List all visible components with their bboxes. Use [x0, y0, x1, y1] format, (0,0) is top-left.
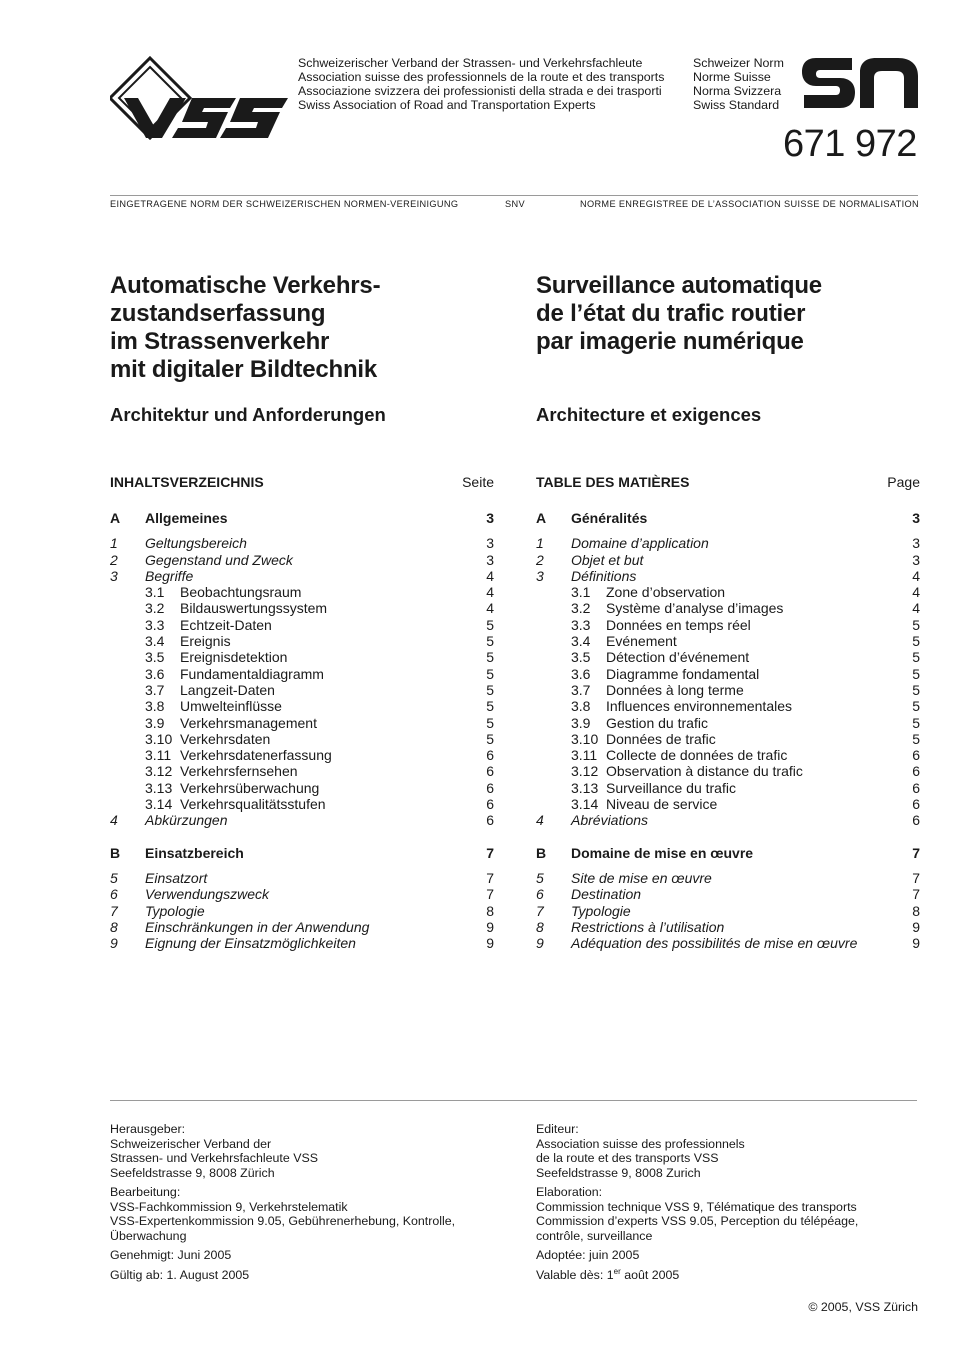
- toc-item-title: Abkürzungen: [145, 812, 228, 829]
- toc-subitem-row: [536, 600, 920, 616]
- toc-item-number: 6: [536, 886, 544, 903]
- toc-item-number: 7: [110, 902, 118, 919]
- toc-item-number: 7: [536, 902, 544, 919]
- toc-section-number: B: [110, 844, 121, 861]
- toc-subitem-row: [110, 763, 494, 779]
- toc-subitem-page: 6: [486, 747, 494, 764]
- toc-section-number: B: [536, 844, 547, 861]
- toc-section-page: 3: [486, 510, 494, 526]
- toc-item-row: [110, 870, 494, 886]
- registration-text-de: EINGETRAGENE NORM DER SCHWEIZERISCHEN NORMEN-VEREINIGUNG: [110, 199, 459, 209]
- toc-subitem-title: Collecte de données de trafic: [606, 747, 788, 764]
- toc-item-number: 1: [110, 535, 118, 552]
- editing-block: [110, 1185, 455, 1243]
- toc-item-page: 4: [486, 567, 494, 584]
- toc-de: [110, 474, 494, 951]
- toc-subitem-title: Ereignisdetektion: [180, 649, 288, 666]
- toc-subitem-title: Echtzeit-Daten: [180, 616, 272, 633]
- toc-subitem-number: 3.13: [145, 779, 173, 796]
- toc-subitem-title: Beobachtungsraum: [180, 584, 302, 601]
- title-de-line: Automatische Verkehrs-: [110, 272, 381, 299]
- toc-item-title: Einsatzort: [145, 869, 208, 886]
- toc-item-title: Geltungsbereich: [145, 535, 247, 552]
- toc-subitem-row: [536, 715, 920, 731]
- toc-item-number: 4: [110, 812, 118, 829]
- toc-subitem-page: 4: [912, 600, 920, 617]
- toc-subitem-number: 3.11: [145, 747, 172, 764]
- toc-item-row: [110, 552, 494, 568]
- toc-section-title: Domaine de mise en œuvre: [571, 844, 754, 861]
- toc-subitem-row: [536, 682, 920, 698]
- toc-subitem-row: [110, 633, 494, 649]
- publisher-block: [536, 1122, 858, 1180]
- toc-header: [536, 474, 920, 494]
- registration-text-fr: NORME ENREGISTREE DE L’ASSOCIATION SUISSE DE NORMALISATION: [579, 199, 919, 209]
- title-fr-line: par imagerie numérique: [536, 328, 804, 355]
- toc-subitem-page: 5: [486, 633, 494, 650]
- toc-item-number: 8: [110, 918, 118, 935]
- toc-section-page: 7: [486, 844, 494, 861]
- toc-item-page: 9: [912, 918, 920, 935]
- toc-item-page: 4: [912, 567, 920, 584]
- toc-subitem-number: 3.2: [145, 600, 165, 617]
- toc-item-number: 5: [110, 869, 118, 886]
- toc-item-title: Domaine d’application: [571, 535, 709, 552]
- footer-divider: [110, 1100, 917, 1101]
- toc-item-title: Eignung der Einsatzmöglichkeiten: [145, 935, 356, 952]
- title-fr: [536, 272, 822, 356]
- toc-subitem-page: 5: [912, 730, 920, 747]
- toc-item-row: [536, 812, 920, 828]
- association-name-de: Schweizerischer Verband der Strassen- und Verkehrsfachleute: [298, 56, 643, 70]
- toc-subitem-title: Umwelteinflüsse: [180, 698, 282, 715]
- toc-title: INHALTSVERZEICHNIS: [110, 474, 264, 490]
- toc-item-title: Destination: [571, 886, 642, 903]
- toc-item-title: Verwendungszweck: [145, 886, 269, 903]
- association-name-fr: Association suisse des professionnels de la route et des transports: [298, 70, 665, 84]
- toc-subitem-row: [110, 666, 494, 682]
- toc-subitem-page: 4: [486, 584, 494, 601]
- registration-text-snv: SNV: [505, 199, 525, 209]
- toc-item-page: 3: [486, 551, 494, 568]
- toc-item-page: 7: [912, 869, 920, 886]
- editing-line: Commission technique VSS 9, Télématique des transports: [536, 1199, 857, 1214]
- toc-item-row: [110, 568, 494, 584]
- toc-item-title: Abréviations: [571, 812, 649, 829]
- sn-logo: [802, 58, 920, 115]
- toc-subitem-number: 3.3: [145, 616, 165, 633]
- toc-spacer: [110, 494, 494, 510]
- publisher-line: Seefeldstrasse 9, 8008 Zürich: [110, 1165, 275, 1180]
- toc-item-title: Begriffe: [145, 567, 194, 584]
- toc-subitem-title: Observation à distance du trafic: [606, 763, 803, 780]
- norm-label-it: Norma Svizzera: [693, 84, 782, 98]
- toc-item-title: Objet et but: [571, 551, 644, 568]
- toc-subitem-number: 3.14: [145, 796, 173, 813]
- standard-number: 671 972: [783, 123, 917, 165]
- publisher-line: de la route et des transports VSS: [536, 1151, 719, 1165]
- toc-subitem-page: 5: [912, 681, 920, 698]
- toc-item-title: Typologie: [145, 902, 205, 919]
- toc-title: TABLE DES MATIÈRES: [536, 474, 690, 490]
- toc-item-number: 2: [110, 551, 118, 568]
- toc-subitem-number: 3.4: [571, 633, 591, 650]
- toc-spacer: [536, 861, 920, 870]
- toc-subitem-row: [110, 731, 494, 747]
- toc-subitem-number: 3.8: [145, 698, 165, 715]
- association-name-it: Associazione svizzera dei professionisti della strada e dei trasporti: [298, 84, 662, 98]
- editing-label: Bearbeitung:: [110, 1185, 181, 1199]
- toc-page-label: Page: [887, 474, 920, 490]
- toc-subitem-page: 5: [486, 681, 494, 698]
- toc-subitem-row: [536, 633, 920, 649]
- toc-subitem-title: Verkehrsdatenerfassung: [180, 747, 332, 764]
- title-fr-line: de l’état du trafic routier: [536, 300, 806, 327]
- toc-subitem-title: Diagramme fondamental: [606, 665, 760, 682]
- toc-subitem-row: [110, 780, 494, 796]
- toc-item-number: 2: [536, 551, 544, 568]
- valid-date-sup: er: [613, 1266, 621, 1276]
- toc-subitem-page: 6: [486, 779, 494, 796]
- toc-subitem-number: 3.4: [145, 633, 165, 650]
- toc-subitem-page: 5: [486, 730, 494, 747]
- toc-subitem-title: Langzeit-Daten: [180, 681, 275, 698]
- toc-subitem-page: 5: [912, 649, 920, 666]
- toc-subitem-number: 3.1: [145, 584, 165, 601]
- toc-section-row: [110, 845, 494, 861]
- toc-subitem-page: 6: [486, 796, 494, 813]
- valid-date: [536, 1268, 858, 1283]
- association-name-en: Swiss Association of Road and Transportation Experts: [298, 98, 596, 112]
- norm-labels: [693, 56, 784, 112]
- toc-subitem-page: 5: [486, 665, 494, 682]
- toc-subitem-title: Evénement: [606, 633, 677, 650]
- toc-item-row: [536, 919, 920, 935]
- toc-item-page: 3: [486, 535, 494, 552]
- toc-subitem-row: [536, 747, 920, 763]
- toc-subitem-title: Système d’analyse d’images: [606, 600, 784, 617]
- toc-section-page: 7: [912, 844, 920, 861]
- toc-subitem-number: 3.7: [145, 681, 165, 698]
- editing-line: Überwachung: [110, 1228, 187, 1243]
- title-de: [110, 272, 380, 384]
- toc-section-number: A: [110, 510, 121, 526]
- toc-section-title: Einsatzbereich: [145, 844, 244, 861]
- toc-item-row: [536, 552, 920, 568]
- toc-subitem-number: 3.10: [145, 730, 173, 747]
- toc-subitem-page: 6: [912, 763, 920, 780]
- toc-spacer: [110, 526, 494, 535]
- toc-subitem-number: 3.3: [571, 616, 591, 633]
- toc-subitem-title: Zone d’observation: [606, 584, 726, 601]
- subtitle-fr: Architecture et exigences: [536, 404, 762, 425]
- toc-item-title: Définitions: [571, 567, 637, 584]
- toc-section-row: [110, 510, 494, 526]
- toc-subitem-title: Fundamentaldiagramm: [180, 665, 324, 682]
- toc-item-number: 3: [536, 567, 544, 584]
- toc-subitem-page: 6: [912, 779, 920, 796]
- toc-item-row: [110, 935, 494, 951]
- toc-subitem-page: 5: [912, 633, 920, 650]
- toc-subitem-page: 4: [486, 600, 494, 617]
- toc-item-row: [536, 535, 920, 551]
- toc-item-page: 8: [912, 902, 920, 919]
- vss-logo: [110, 56, 290, 145]
- toc-subitem-page: 4: [912, 584, 920, 601]
- toc-subitem-row: [110, 682, 494, 698]
- toc-subitem-number: 3.12: [145, 763, 173, 780]
- title-de-line: mit digitaler Bildtechnik: [110, 356, 378, 383]
- toc-item-number: 6: [110, 886, 118, 903]
- toc-item-title: Restrictions à l’utilisation: [571, 918, 725, 935]
- toc-item-title: Gegenstand und Zweck: [145, 551, 293, 568]
- toc-subitem-row: [110, 600, 494, 616]
- toc-subitem-number: 3.2: [571, 600, 591, 617]
- toc-subitem-row: [536, 584, 920, 600]
- toc-spacer: [110, 861, 494, 870]
- toc-item-title: Einschränkungen in der Anwendung: [145, 918, 370, 935]
- approved-date: Adoptée: juin 2005: [536, 1248, 640, 1262]
- valid-date-suffix: août 2005: [620, 1267, 680, 1282]
- editing-block: [536, 1185, 858, 1243]
- toc-subitem-number: 3.13: [571, 779, 599, 796]
- toc-subitem-number: 3.9: [145, 714, 165, 731]
- toc-item-title: Adéquation des possibilités de mise en œuvre: [571, 935, 858, 952]
- toc-item-number: 1: [536, 535, 544, 552]
- toc-item-number: 9: [110, 935, 118, 952]
- toc-subitem-row: [110, 715, 494, 731]
- toc-item-row: [536, 886, 920, 902]
- toc-item-row: [536, 870, 920, 886]
- toc-subitem-title: Ereignis: [180, 633, 231, 650]
- toc-item-row: [536, 935, 920, 951]
- toc-subitem-page: 5: [486, 649, 494, 666]
- toc-subitem-title: Données de trafic: [606, 730, 716, 747]
- toc-item-row: [110, 919, 494, 935]
- toc-item-number: 8: [536, 918, 544, 935]
- editing-line: contrôle, surveillance: [536, 1228, 653, 1243]
- toc-item-title: Typologie: [571, 902, 631, 919]
- toc-subitem-page: 5: [912, 698, 920, 715]
- toc-subitem-number: 3.11: [571, 747, 598, 764]
- toc-item-page: 3: [912, 535, 920, 552]
- toc-subitem-row: [536, 698, 920, 714]
- toc-subitem-page: 5: [912, 665, 920, 682]
- toc-subitem-page: 5: [486, 714, 494, 731]
- toc-item-row: [536, 568, 920, 584]
- toc-subitem-number: 3.8: [571, 698, 591, 715]
- toc-subitem-row: [536, 649, 920, 665]
- title-fr-line: Surveillance automatique: [536, 272, 822, 299]
- toc-item-number: 4: [536, 812, 544, 829]
- publisher-line: Schweizerischer Verband der: [110, 1136, 272, 1151]
- toc-subitem-row: [536, 617, 920, 633]
- toc-subitem-number: 3.7: [571, 681, 591, 698]
- copyright: © 2005, VSS Zürich: [808, 1300, 918, 1314]
- toc-subitem-page: 5: [912, 714, 920, 731]
- toc-subitem-title: Niveau de service: [606, 796, 718, 813]
- header-divider: [110, 195, 918, 196]
- toc-item-page: 7: [912, 886, 920, 903]
- toc-subitem-title: Verkehrsfernsehen: [180, 763, 298, 780]
- toc-section-row: [536, 510, 920, 526]
- toc-item-page: 3: [912, 551, 920, 568]
- toc-subitem-row: [536, 763, 920, 779]
- footer-de: [110, 1122, 455, 1287]
- toc-item-title: Site de mise en œuvre: [571, 869, 712, 886]
- toc-item-page: 6: [912, 812, 920, 829]
- toc-subitem-number: 3.14: [571, 796, 599, 813]
- toc-subitem-page: 6: [486, 763, 494, 780]
- toc-subitem-number: 3.6: [571, 665, 591, 682]
- subtitle-de: Architektur und Anforderungen: [110, 404, 386, 425]
- norm-label-fr: Norme Suisse: [693, 70, 771, 84]
- toc-subitem-row: [110, 649, 494, 665]
- title-de-line: im Strassenverkehr: [110, 328, 330, 355]
- toc-item-page: 6: [486, 812, 494, 829]
- toc-subitem-title: Surveillance du trafic: [606, 779, 736, 796]
- editing-label: Elaboration:: [536, 1185, 603, 1199]
- toc-item-row: [536, 903, 920, 919]
- toc-subitem-number: 3.5: [145, 649, 165, 666]
- title-de-line: zustandserfassung: [110, 300, 326, 327]
- toc-subitem-page: 5: [486, 616, 494, 633]
- toc-subitem-title: Gestion du trafic: [606, 714, 708, 731]
- toc-subitem-number: 3.12: [571, 763, 599, 780]
- toc-item-number: 5: [536, 869, 544, 886]
- toc-section-title: Allgemeines: [145, 510, 228, 526]
- toc-subitem-number: 3.9: [571, 714, 591, 731]
- toc-item-page: 7: [486, 869, 494, 886]
- editing-line: Commission d’experts VSS 9.05, Perception du télépéage,: [536, 1214, 859, 1228]
- toc-subitem-number: 3.10: [571, 730, 599, 747]
- toc-subitem-row: [536, 796, 920, 812]
- toc-subitem-title: Influences environnementales: [606, 698, 793, 715]
- toc-item-number: 3: [110, 567, 118, 584]
- valid-date-prefix: Valable dès: 1: [536, 1267, 614, 1282]
- norm-label-en: Swiss Standard: [693, 98, 780, 112]
- toc-item-page: 9: [486, 918, 494, 935]
- toc-subitem-page: 5: [912, 616, 920, 633]
- toc-subitem-number: 3.5: [571, 649, 591, 666]
- toc-subitem-title: Données à long terme: [606, 681, 744, 698]
- toc-subitem-page: 6: [912, 796, 920, 813]
- publisher-label: Herausgeber:: [110, 1122, 186, 1136]
- publisher-line: Seefeldstrasse 9, 8008 Zurich: [536, 1165, 701, 1180]
- toc-subitem-row: [110, 617, 494, 633]
- toc-subitem-row: [536, 666, 920, 682]
- toc-item-row: [110, 812, 494, 828]
- toc-item-page: 7: [486, 886, 494, 903]
- toc-item-page: 8: [486, 902, 494, 919]
- publisher-label: Editeur:: [536, 1122, 579, 1136]
- toc-section-page: 3: [912, 510, 920, 526]
- editing-line: VSS-Fachkommission 9, Verkehrstelematik: [110, 1199, 348, 1214]
- toc-fr: [536, 474, 920, 951]
- toc-item-page: 9: [912, 935, 920, 952]
- approved-date: Genehmigt: Juni 2005: [110, 1248, 232, 1262]
- toc-subitem-title: Verkehrsmanagement: [180, 714, 317, 731]
- toc-subitem-page: 6: [912, 747, 920, 764]
- toc-spacer: [536, 829, 920, 845]
- footer-fr: [536, 1122, 858, 1287]
- toc-item-number: 9: [536, 935, 544, 952]
- toc-section-number: A: [536, 510, 547, 526]
- toc-subitem-title: Données en temps réel: [606, 616, 751, 633]
- association-names: [298, 56, 664, 112]
- toc-subitem-title: Bildauswertungssystem: [180, 600, 328, 617]
- toc-section-row: [536, 845, 920, 861]
- norm-label-de: Schweizer Norm: [693, 56, 784, 70]
- editing-line: VSS-Expertenkommission 9.05, Gebührenerhebung, Kontrolle,: [110, 1214, 456, 1228]
- toc-subitem-row: [536, 780, 920, 796]
- publisher-block: [110, 1122, 455, 1180]
- toc-spacer: [110, 829, 494, 845]
- toc-subitem-number: 3.6: [145, 665, 165, 682]
- toc-subitem-title: Verkehrsqualitätsstufen: [180, 796, 326, 813]
- toc-spacer: [536, 526, 920, 535]
- toc-subitem-title: Verkehrsüberwachung: [180, 779, 320, 796]
- toc-page-label: Seite: [462, 474, 494, 490]
- toc-subitem-page: 5: [486, 698, 494, 715]
- toc-item-row: [110, 535, 494, 551]
- publisher-line: Strassen- und Verkehrsfachleute VSS: [110, 1151, 319, 1165]
- toc-subitem-title: Verkehrsdaten: [180, 730, 271, 747]
- toc-subitem-row: [110, 584, 494, 600]
- toc-subitem-number: 3.1: [571, 584, 591, 601]
- publisher-line: Association suisse des professionnels: [536, 1136, 745, 1151]
- toc-subitem-row: [536, 731, 920, 747]
- valid-date: Gültig ab: 1. August 2005: [110, 1267, 250, 1282]
- toc-subitem-title: Détection d’événement: [606, 649, 750, 666]
- toc-item-row: [110, 886, 494, 902]
- toc-spacer: [536, 494, 920, 510]
- toc-subitem-row: [110, 747, 494, 763]
- toc-item-page: 9: [486, 935, 494, 952]
- toc-subitem-row: [110, 796, 494, 812]
- toc-item-row: [110, 903, 494, 919]
- toc-section-title: Généralités: [571, 510, 648, 526]
- toc-subitem-row: [110, 698, 494, 714]
- toc-header: [110, 474, 494, 494]
